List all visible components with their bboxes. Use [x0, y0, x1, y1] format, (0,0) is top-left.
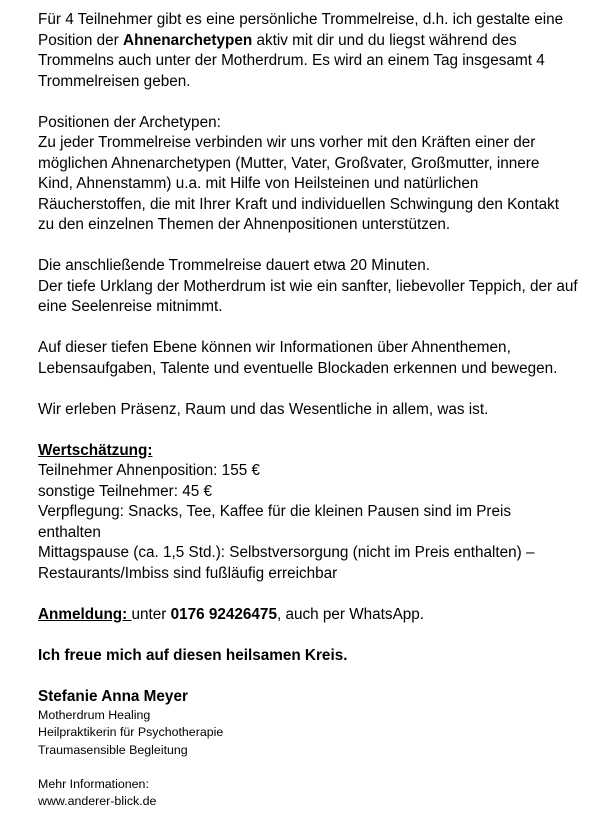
- registration-rest: , auch per WhatsApp.: [276, 605, 425, 623]
- price-mittagspause: Mittagspause (ca. 1,5 Std.): Selbstversorgung (nicht im Preis enthalten) – Restaurants/Imbiss sind fußläufig erreichbar: [38, 544, 535, 582]
- signature-line-2: Heilpraktikerin für Psychotherapie: [38, 725, 224, 740]
- more-info-label: Mehr Informationen:: [38, 776, 149, 791]
- intro-text-1: Für 4 Teilnehmer gibt es eine persönliche Trommelreise, d.h. ich gestalte eine Position der: [38, 11, 564, 49]
- presence-paragraph: Wir erleben Präsenz, Raum und das Wesentliche in allem, was ist.: [38, 400, 489, 418]
- pricing-heading-text: Wertschätzung:: [38, 441, 153, 459]
- document-page: [38, 10, 578, 810]
- archetypes-heading: Positionen der Archetypen:: [38, 113, 221, 131]
- price-sonstige: sonstige Teilnehmer: 45 €: [38, 482, 213, 500]
- registration-phone: 0176 92426475: [170, 605, 277, 623]
- motherdrum-description: Der tiefe Urklang der Motherdrum ist wie ein sanfter, liebevoller Teppich, der auf eine Seelenreise mitnimmt.: [38, 277, 578, 315]
- archetypes-text: Zu jeder Trommelreise verbinden wir uns vorher mit den Kräften einer der möglichen Ahnenarchetypen (Mutter, Vater, Großvater, Großmutter, innere Kind, Ahnenstamm) u.a. mit Hilfe von Heilsteinen und natürlichen Räucherstoffen, die mit Ihrer Kraft und individuellen Schwingung den Kontakt zu den einzelnen Themen der Ahnenpositionen unterstützen.: [38, 134, 559, 233]
- price-ahnenposition: Teilnehmer Ahnenposition: 155 €: [38, 462, 260, 479]
- signature-line-1: Motherdrum Healing: [38, 708, 151, 722]
- more-info-url[interactable]: www.anderer-blick.de: [38, 794, 157, 809]
- intro-bold-term: Ahnenarchetypen: [123, 31, 253, 49]
- intro-paragraph: [38, 10, 578, 92]
- registration-mid: unter: [131, 605, 171, 623]
- registration-label: Anmeldung:: [38, 605, 132, 623]
- registration-line: [38, 605, 578, 626]
- pricing-heading: [38, 441, 578, 462]
- intro-text-2: aktiv mit dir und du liegst während des Trommelns auch unter der Motherdrum. Es wird an einem Tag insgesamt 4 Trommelreisen geben.: [38, 31, 545, 90]
- closing-line: [38, 646, 578, 667]
- closing-text: Ich freue mich auf diesen heilsamen Kreis.: [38, 646, 348, 664]
- level-paragraph: Auf dieser tiefen Ebene können wir Informationen über Ahnenthemen, Lebensaufgaben, Talente und eventuelle Blockaden erkennen und bewegen.: [38, 339, 558, 377]
- duration-line: Die anschließende Trommelreise dauert etwa 20 Minuten.: [38, 257, 430, 274]
- signature-line-3: Traumasensible Begleitung: [38, 742, 188, 757]
- price-verpflegung: Verpflegung: Snacks, Tee, Kaffee für die kleinen Pausen sind im Preis enthalten: [38, 503, 512, 541]
- signature-name-text: Stefanie Anna Meyer: [38, 687, 188, 705]
- signature-name: [38, 687, 578, 708]
